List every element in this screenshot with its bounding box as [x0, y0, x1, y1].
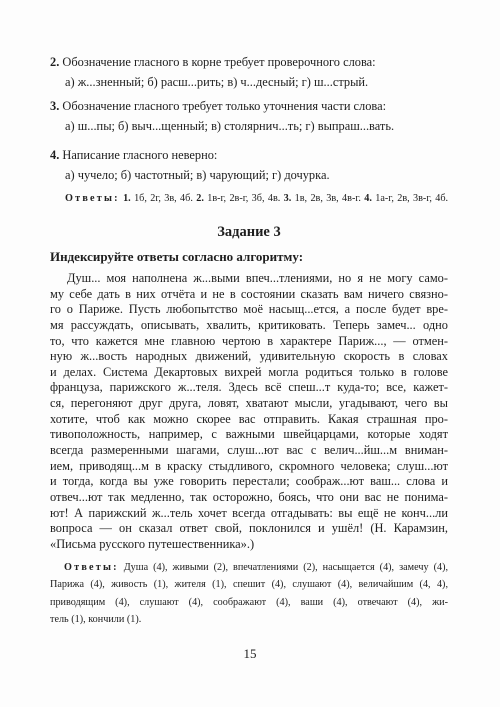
answer-text: 1а-г, 2в, 3в-г, 4б. — [375, 193, 449, 204]
exercise-number: 3. — [50, 99, 60, 113]
text-line: ием, приводящ...м в краску стыдливого, скромного человека; слуш...ют — [50, 458, 448, 473]
text-line: му себе дать в них отчёта и не в состоянии сказать вам ничего связно- — [50, 286, 448, 301]
task-instruction: Индексируйте ответы согласно алгоритму: — [50, 249, 304, 264]
text-line: ют! А парижский ж...тель хочет всегда отгадывать: вы ещё не конч...ли — [50, 505, 448, 520]
answers-label: Ответы: — [64, 562, 119, 573]
exercise-number: 2. — [50, 55, 60, 69]
text-line: го о Париже. Пусть любопытство моё насыщ...ется, а после будет вре- — [50, 302, 448, 317]
task-answers-line — [50, 559, 448, 576]
answer-number: 1. — [123, 193, 131, 204]
text-line: француза, парижского ж...теля. Здесь всё спеш...т куда-то; все, кажет- — [50, 380, 448, 395]
task-answers-text: Душа (4), живыми (2), впечатлениями (2), насыщается (4), замечу (4), — [123, 562, 449, 573]
exercise-question — [50, 145, 448, 165]
exercise-question — [50, 52, 448, 72]
task-text — [50, 271, 448, 553]
text-line: и делах. Система Декартовых вихрей могла родиться только в голове — [50, 364, 448, 379]
answer-text: 1б, 2г, 3в, 4б. — [134, 193, 193, 204]
exercise-answers — [50, 191, 448, 207]
exercise-options: а) чучело; б) частотный; в) чарующий; г) дочурка. — [65, 168, 330, 182]
task-title: Задание 3 — [217, 224, 281, 240]
task-answers-line: Парижа (4), живость (1), жителя (1), спешит (4), слушают (4), величайшим (4, 4), — [50, 579, 448, 591]
text-line: «Письма русского путешественника».) — [50, 536, 255, 551]
exercise-4 — [50, 145, 448, 185]
answers-label: Ответы: — [65, 193, 120, 204]
text-line: отвеч...ют так медленно, так осторожно, боясь, что они вас не понима- — [50, 489, 448, 504]
exercise-question-text: Написание гласного неверно: — [62, 148, 218, 162]
task-answers-line: приводящим (4), слушают (4), соображают (4), ваши (4), отвечают (4), жи- — [50, 596, 448, 608]
task-answers — [50, 559, 448, 628]
exercise-3 — [50, 96, 448, 136]
answer-text: 1в, 2в, 3в, 4в-г. — [294, 193, 361, 204]
text-line: то, что кажется мне главною чертою в характере Париж..., — отмен- — [50, 333, 448, 348]
answer-text: 1в-г, 2в-г, 3б, 4в. — [207, 193, 281, 204]
text-line: всегда размеренными шагами, слуш...ют вас с велич...йш...м вниман- — [50, 443, 448, 458]
text-line: мя рассуждать, описывать, хвалить, критиковать. Теперь замеч... одно — [50, 317, 448, 332]
page-number: 15 — [243, 646, 257, 661]
exercise-question — [50, 96, 448, 116]
answer-number: 4. — [364, 193, 372, 204]
exercise-answers-line — [50, 191, 448, 207]
text-line: хотите, чтоб как можно скорее вас отправить. Какая страшная про- — [50, 411, 448, 426]
exercise-options: а) ш...пы; б) выч...щенный; в) столярнич...ть; г) выпраш...вать. — [65, 119, 395, 133]
exercise-2 — [50, 52, 448, 92]
exercise-question-text: Обозначение гласного в корне требует проверочного слова: — [62, 55, 376, 69]
text-line: ную ж...вость народных движений, удивительную скорость в словах — [50, 349, 448, 364]
answer-number: 3. — [283, 193, 292, 204]
text-line: тивоположность, например, с важными швейцарцами, которые ходят — [50, 427, 448, 442]
exercise-number: 4. — [50, 148, 60, 162]
text-line: Душ... моя наполнена ж...выми впеч...тлениями, но я не могу само- — [67, 271, 448, 285]
text-line: и тогда, когда вы уже говорить перестали; соображ...ют ваш... слова и — [50, 474, 448, 489]
text-line: ся, перегоняют друг друга, ловят, хватают мысли, угадывают, чего вы — [50, 396, 448, 411]
text-line: вопроса — он сказал ответ свой, поклонился и ушёл! (Н. Карамзин, — [50, 521, 448, 536]
exercise-question-text: Обозначение гласного требует только уточнения части слова: — [62, 99, 387, 113]
task-answers-line: тель (1), кончили (1). — [50, 613, 142, 625]
exercise-options: а) ж...зненный; б) расш...рить; в) ч...десный; г) ш...стрый. — [65, 75, 369, 89]
answer-number: 2. — [196, 193, 204, 204]
